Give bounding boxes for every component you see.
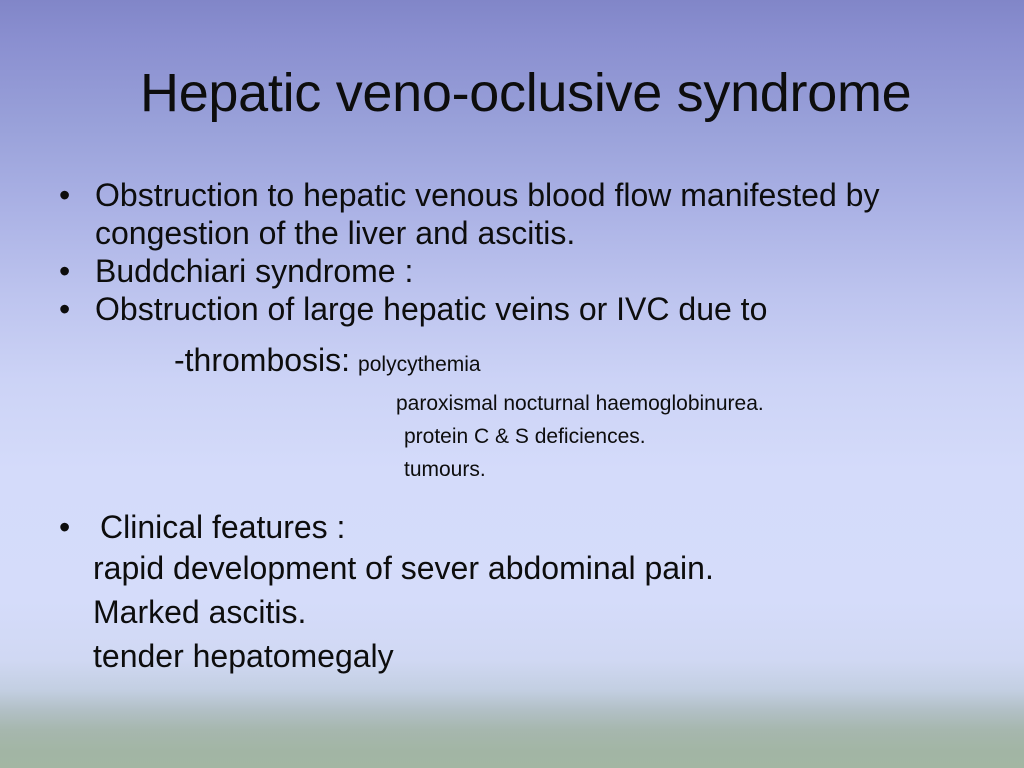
thrombosis-line [0, 340, 1024, 387]
bullet-marker-icon: • [59, 291, 71, 327]
bullet-marker-icon: • [59, 177, 71, 213]
clinical-feature-3: tender hepatomegaly [93, 638, 394, 674]
bullet-item-3 [0, 290, 1024, 328]
thrombosis-label: -thrombosis: [174, 342, 351, 378]
thrombosis-cause-1: paroxismal nocturnal haemoglobinurea. [396, 392, 764, 415]
bullet-item-2-text: Buddchiari syndrome : [95, 253, 414, 289]
clinical-feature-2: Marked ascitis. [93, 594, 307, 630]
bullet-item-3-text: Obstruction of large hepatic veins or IVC due to [95, 291, 768, 327]
section-spacer [0, 486, 1024, 494]
thrombosis-cause-0: polycythemia [358, 353, 481, 376]
bullet-item-1-continuation: congestion of the liver and ascitis. [95, 215, 576, 251]
thrombosis-cause-3: tumours. [404, 458, 486, 481]
clinical-feature-1: rapid development of sever abdominal pain. [93, 550, 714, 586]
thrombosis-cause-2: protein C & S deficiences. [404, 425, 646, 448]
bullet-marker-icon: • [59, 509, 71, 545]
slide-body [0, 176, 1024, 678]
slide-title: Hepatic veno-oclusive syndrome [140, 63, 912, 123]
clinical-features-heading: Clinical features : [100, 509, 346, 545]
clinical-features-block [0, 508, 1024, 678]
bullet-item-clinical [0, 508, 1024, 546]
bullet-item-1-text: Obstruction to hepatic venous blood flow manifested by [95, 177, 880, 213]
bullet-item-1 [0, 176, 1024, 252]
bullet-marker-icon: • [59, 253, 71, 289]
bullet-item-2 [0, 252, 1024, 290]
